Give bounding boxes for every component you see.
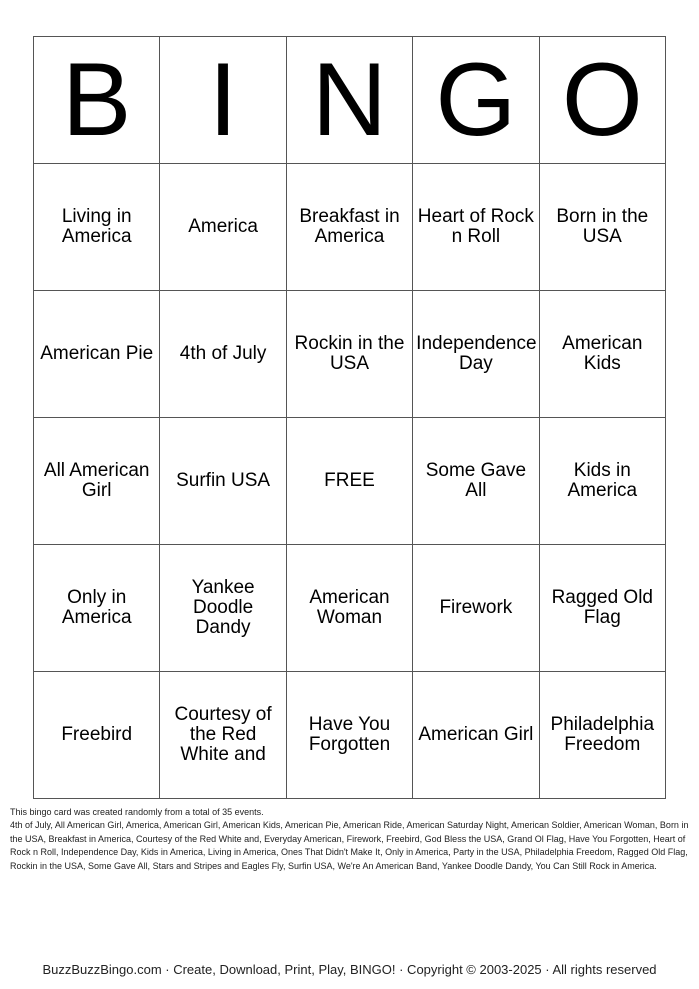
bingo-row xyxy=(34,164,666,291)
bingo-cell: Some Gave All xyxy=(413,418,539,545)
bingo-cell: American Kids xyxy=(539,291,665,418)
bingo-cell: Rockin in the USA xyxy=(286,291,412,418)
bingo-cell: Only in America xyxy=(34,545,160,672)
bingo-cell: Freebird xyxy=(34,672,160,799)
header-letter-g: G xyxy=(413,37,539,164)
bingo-cell: American Woman xyxy=(286,545,412,672)
bingo-cell: Kids in America xyxy=(539,418,665,545)
bingo-cell: Philadelphia Freedom xyxy=(539,672,665,799)
card-info-intro: This bingo card was created randomly from a total of 35 events. xyxy=(10,807,264,817)
bingo-cell: All American Girl xyxy=(34,418,160,545)
bingo-header-row xyxy=(34,37,666,164)
bingo-cell: Born in the USA xyxy=(539,164,665,291)
bingo-row xyxy=(34,672,666,799)
header-letter-b: B xyxy=(34,37,160,164)
free-space-cell: FREE xyxy=(286,418,412,545)
bingo-cell: Living in America xyxy=(34,164,160,291)
bingo-cell: Surfin USA xyxy=(160,418,286,545)
bingo-cell: Ragged Old Flag xyxy=(539,545,665,672)
bingo-row xyxy=(34,545,666,672)
bingo-cell: Heart of Rock n Roll xyxy=(413,164,539,291)
bingo-cell: American Pie xyxy=(34,291,160,418)
bingo-cell: Yankee Doodle Dandy xyxy=(160,545,286,672)
bingo-cell: Have You Forgotten xyxy=(286,672,412,799)
event-list: 4th of July, All American Girl, America, American Girl, American Kids, American Pie, American Ride, American Saturday Night, American Soldier, American Woman, Born in the USA, Breakfast in America, Courtesy of the Red White and, Everyday American, Firework, Freebird, God Bless the USA, Grand Ol Flag, Have You Forgotten, Heart of Rock n Roll, Independence Day, Kids in America, Living in America, Ones That Didn't Make It, Only in America, Party in the USA, Philadelphia Freedom, Ragged Old Flag, Rockin in the USA, Some Gave All, Stars and Stripes and Eagles Fly, Surfin USA, We're An American Band, Yankee Doodle Dandy, You Can Still Rock in America. xyxy=(10,820,689,871)
card-info xyxy=(10,806,690,873)
bingo-cell: America xyxy=(160,164,286,291)
site-footer: BuzzBuzzBingo.com · Create, Download, Print, Play, BINGO! · Copyright © 2003-2025 · All rights reserved xyxy=(42,962,657,977)
bingo-row xyxy=(34,291,666,418)
bingo-cell: 4th of July xyxy=(160,291,286,418)
header-letter-n: N xyxy=(286,37,412,164)
bingo-cell: Firework xyxy=(413,545,539,672)
header-letter-o: O xyxy=(539,37,665,164)
header-letter-i: I xyxy=(160,37,286,164)
bingo-card xyxy=(33,36,666,799)
bingo-cell: American Girl xyxy=(413,672,539,799)
bingo-cell: Breakfast in America xyxy=(286,164,412,291)
bingo-row xyxy=(34,418,666,545)
bingo-cell: Courtesy of the Red White and xyxy=(160,672,286,799)
bingo-cell: Independence Day xyxy=(413,291,539,418)
